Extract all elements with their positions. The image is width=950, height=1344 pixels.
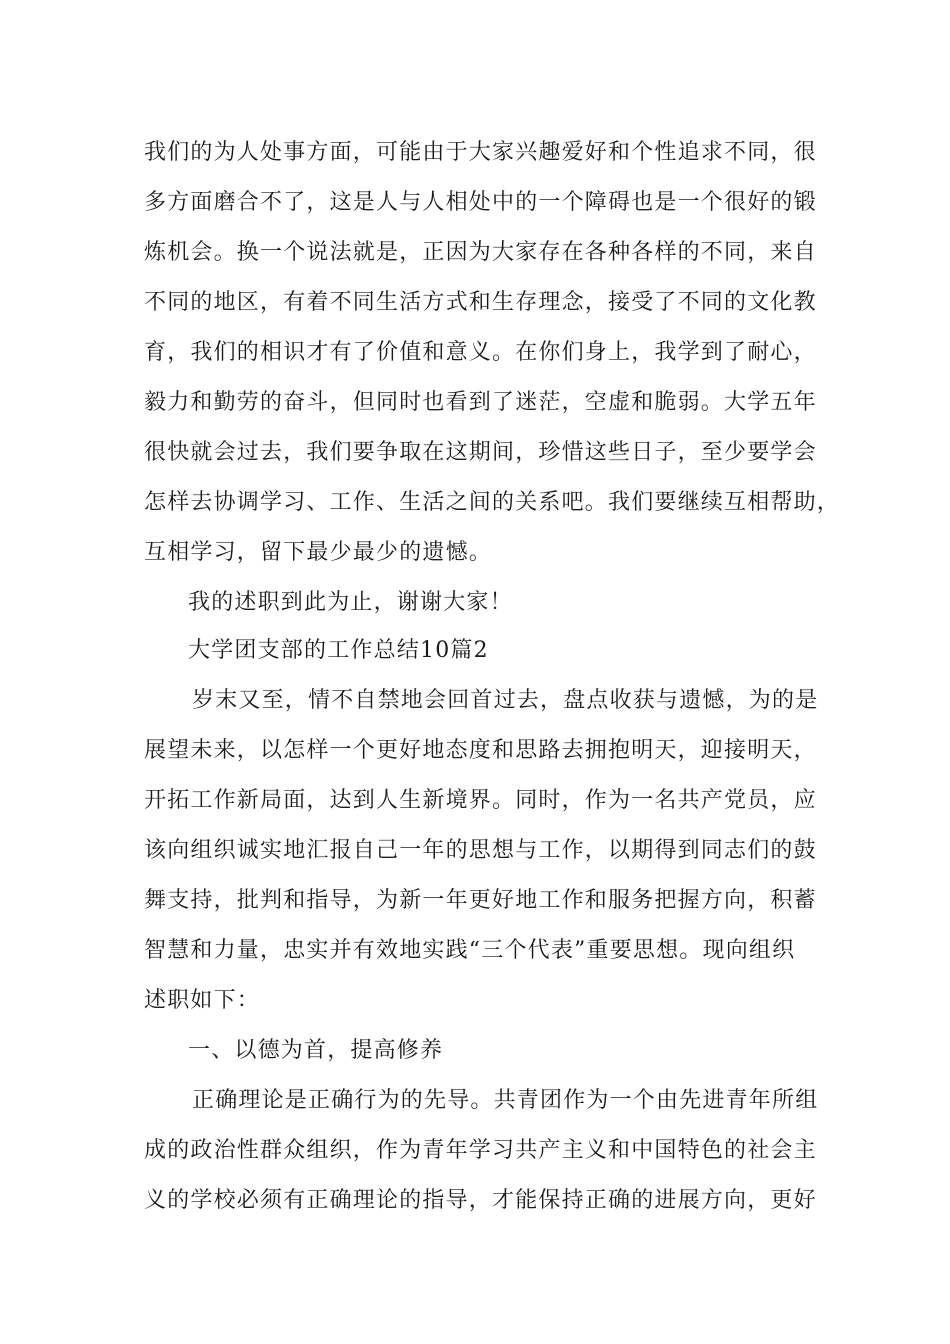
text-line: 育，我们的相识才有了价值和意义。在你们身上，我学到了耐心， — [144, 340, 817, 365]
text-line: 开拓工作新局面，达到人生新境界。同时，作为一名共产党员，应 — [144, 788, 817, 813]
closing-line: 我的述职到此为止，谢谢大家！ — [188, 590, 513, 615]
text-line: 毅力和勤劳的奋斗，但同时也看到了迷茫，空虚和脆弱。大学五年 — [144, 390, 817, 415]
section-heading: 一、以德为首，提高修养 — [188, 1038, 444, 1063]
text-line: 多方面磨合不了，这是人与人相处中的一个障碍也是一个很好的锻 — [144, 190, 817, 215]
text-line: 正确理论是正确行为的先导。共青团作为一个由先进青年所组 — [192, 1088, 819, 1113]
text-line: 不同的地区，有着不同生活方式和生存理念，接受了不同的文化教 — [144, 290, 817, 315]
text-line: 展望未来，以怎样一个更好地态度和思路去拥抱明天，迎接明天， — [144, 738, 817, 763]
text-line: 舞支持，批判和指导，为新一年更好地工作和服务把握方向，积蓄 — [144, 888, 817, 913]
text-line: 智慧和力量，忠实并有效地实践“三个代表”重要思想。现向组织 — [144, 938, 796, 963]
text-line: 怎样去协调学习、工作、生活之间的关系吧。我们要继续互相帮助， — [144, 490, 841, 515]
text-line: 义的学校必须有正确理论的指导，才能保持正确的进展方向，更好 — [144, 1188, 817, 1213]
text-line: 很快就会过去，我们要争取在这期间，珍惜这些日子，至少要学会 — [144, 440, 817, 465]
text-line: 互相学习，留下最少最少的遗憾。 — [144, 540, 493, 565]
text-line: 我们的为人处事方面，可能由于大家兴趣爱好和个性追求不同，很 — [144, 140, 817, 165]
text-line: 岁末又至，情不自禁地会回首过去，盘点收获与遗憾，为的是 — [192, 688, 819, 713]
section-title: 大学团支部的工作总结10篇2 — [188, 638, 489, 663]
text-line: 述职如下： — [144, 988, 261, 1013]
text-line: 该向组织诚实地汇报自己一年的思想与工作，以期得到同志们的鼓 — [144, 838, 817, 863]
text-line: 成的政治性群众组织，作为青年学习共产主义和中国特色的社会主 — [144, 1138, 817, 1163]
text-line: 炼机会。换一个说法就是，正因为大家存在各种各样的不同，来自 — [144, 240, 817, 265]
